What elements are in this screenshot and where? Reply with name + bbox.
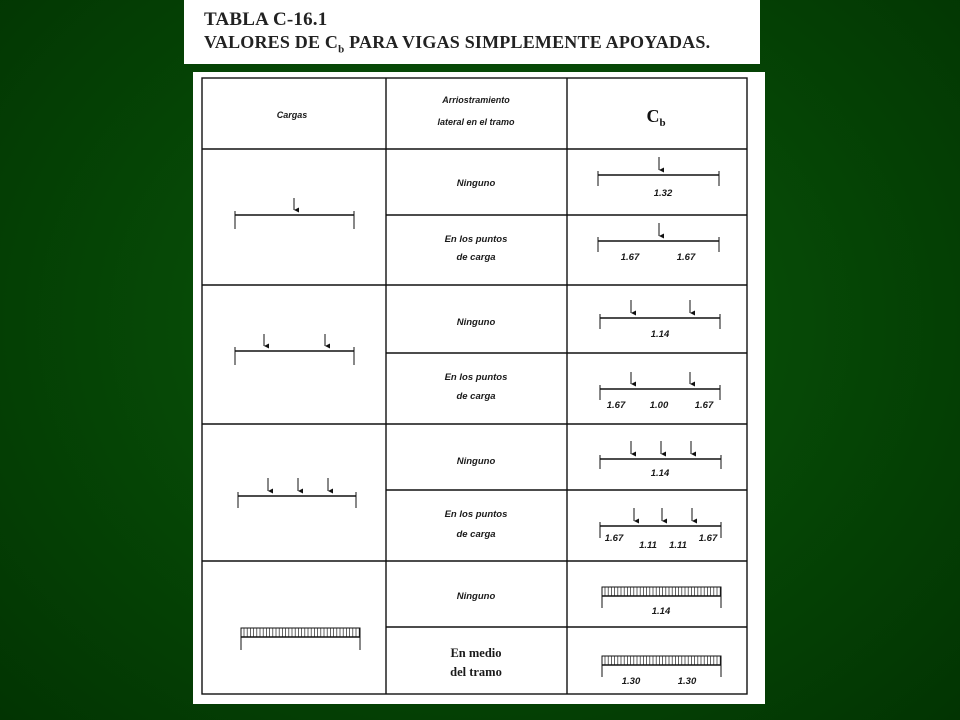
load-diagram-three-loads <box>238 478 356 508</box>
table-number: TABLA C-16.1 <box>204 9 328 30</box>
bracing-g4-r2-l2: del tramo <box>450 665 502 679</box>
cb-value: 1.30 <box>621 676 641 687</box>
header-bracing-line1: Arriostramiento <box>442 95 510 105</box>
cb-diagram-g1-r2 <box>598 223 719 252</box>
cb-value: 1.32 <box>653 188 673 199</box>
bracing-g4-r1: Ninguno <box>456 591 496 602</box>
cb-diagram-g2-r1 <box>600 300 720 329</box>
cb-value: 1.14 <box>650 468 670 479</box>
cb-value: 1.00 <box>649 400 669 411</box>
bracing-g2-r2-l1: En los puntos <box>444 372 508 383</box>
cb-value: 1.30 <box>677 676 697 687</box>
bracing-g4-r2-l1: En medio <box>450 646 502 660</box>
bracing-g2-r1: Ninguno <box>456 317 496 328</box>
cb-value: 1.67 <box>604 533 624 544</box>
cb-value: 1.14 <box>651 606 671 617</box>
load-diagram-two-loads <box>235 334 354 365</box>
cb-value: 1.67 <box>694 400 714 411</box>
cb-value: 1.67 <box>676 252 696 263</box>
cb-value: 1.14 <box>650 329 670 340</box>
load-diagram-uniform <box>241 628 360 650</box>
bracing-g1-r2-l1: En los puntos <box>444 234 508 245</box>
table-title <box>184 0 760 64</box>
cb-value: 1.11 <box>669 540 687 551</box>
header-loads: Cargas <box>276 110 308 120</box>
bracing-g3-r2-l1: En los puntos <box>444 509 508 520</box>
bracing-g3-r1: Ninguno <box>456 456 496 467</box>
bracing-g1-r2-l2: de carga <box>456 252 496 263</box>
bracing-g2-r2-l2: de carga <box>456 391 496 402</box>
table-caption: VALORES DE $C_b$ PARA VIGAS SIMPLEMENTE APOYADAS. <box>204 32 711 56</box>
cb-diagram-g3-r1 <box>600 441 721 469</box>
cb-value: 1.67 <box>620 252 640 263</box>
cb-diagram-g2-r2 <box>600 372 720 400</box>
load-diagram-single <box>235 198 354 229</box>
header-cb: $C_b$ <box>646 106 666 129</box>
cb-value: 1.67 <box>698 533 718 544</box>
cb-value: 1.11 <box>639 540 657 551</box>
cb-diagram-g4-r1 <box>602 587 721 608</box>
cb-table <box>193 72 765 704</box>
cb-value: 1.67 <box>606 400 626 411</box>
bracing-g1-r1: Ninguno <box>456 178 496 189</box>
header-bracing-line2: lateral en el tramo <box>437 117 515 127</box>
cb-diagram-g1-r1 <box>598 157 719 186</box>
cb-diagram-g4-r2 <box>602 656 721 677</box>
bracing-g3-r2-l2: de carga <box>456 529 496 540</box>
